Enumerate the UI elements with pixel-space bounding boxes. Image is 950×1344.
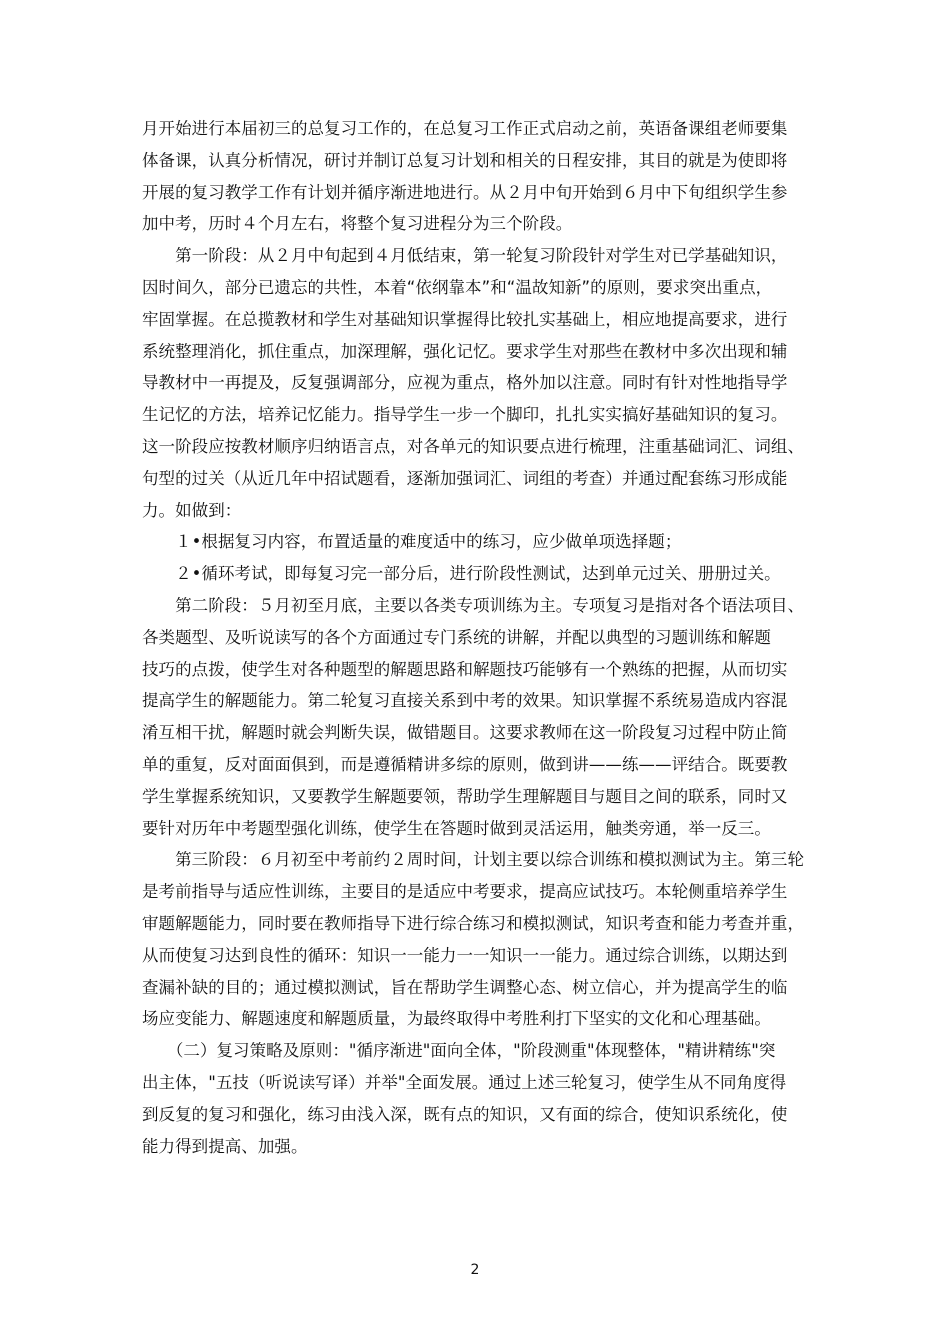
text-line: 开展的复习教学工作有计划并循序渐进地进行。从２月中旬开始到６月中下旬组织学生参 bbox=[142, 183, 788, 202]
text-line: 审题解题能力，同时要在教师指导下进行综合练习和模拟测试，知识考查和能力考查并重， bbox=[142, 914, 804, 933]
text-line: 第一阶段：从２月中旬起到４月低结束，第一轮复习阶段针对学生对已学基础知识， bbox=[142, 246, 788, 265]
text-line: 各类题型、及听说读写的各个方面通过专门系统的讲解，并配以典型的习题训练和解题 bbox=[142, 628, 771, 647]
text-line: 技巧的点拨，使学生对各种题型的解题思路和解题技巧能够有一个熟练的把握，从而切实 bbox=[142, 660, 788, 679]
text-line: 加中考，历时４个月左右，将整个复习进程分为三个阶段。 bbox=[142, 214, 573, 233]
text-line: （二）复习策略及原则："循序渐进"面向全体，"阶段测重"体现整体，"精讲精练"突 bbox=[142, 1041, 776, 1060]
text-line: 淆互相干扰，解题时就会判断失误，做错题目。这要求教师在这一阶段复习过程中防止简 bbox=[142, 723, 788, 742]
text-line: 生记忆的方法，培养记忆能力。指导学生一步一个脚印，扎扎实实搞好基础知识的复习。 bbox=[142, 405, 788, 424]
text-line: ２•循环考试，即每复习完一部分后，进行阶段性测试，达到单元过关、册册过关。 bbox=[142, 564, 781, 583]
text-line: 场应变能力、解题速度和解题质量，为最终取得中考胜利打下坚实的文化和心理基础。 bbox=[142, 1009, 771, 1028]
text-line: 单的重复，反对面面俱到，而是遵循精讲多综的原则，做到讲——练——评结合。既要教 bbox=[142, 755, 788, 774]
text-line: 第三阶段：６月初至中考前约２周时间，计划主要以综合训练和模拟测试为主。第三轮 bbox=[142, 850, 804, 869]
text-line: 提高学生的解题能力。第二轮复习直接关系到中考的效果。知识掌握不系统易造成内容混 bbox=[142, 691, 788, 710]
text-line: 导教材中一再提及，反复强调部分，应视为重点，格外加以注意。同时有针对性地指导学 bbox=[142, 373, 788, 392]
text-line: 查漏补缺的目的；通过模拟测试，旨在帮助学生调整心态、树立信心，并为提高学生的临 bbox=[142, 978, 788, 997]
text-line: 句型的过关（从近几年中招试题看，逐渐加强词汇、词组的考查）并通过配套练习形成能 bbox=[142, 469, 788, 488]
text-line: 从而使复习达到良性的循环：知识一一能力一一知识一一能力。通过综合训练，以期达到 bbox=[142, 946, 788, 965]
text-line: 体备课，认真分析情况，研讨并制订总复习计划和相关的日程安排，其目的就是为使即将 bbox=[142, 151, 788, 170]
text-line: １•根据复习内容，布置适量的难度适中的练习，应少做单项选择题； bbox=[142, 532, 682, 551]
page-number: 2 bbox=[470, 1262, 480, 1278]
text-line: 月开始进行本届初三的总复习工作的，在总复习工作正式启动之前，英语备课组老师要集 bbox=[142, 119, 788, 138]
text-line: 是考前指导与适应性训练，主要目的是适应中考要求，提高应试技巧。本轮侧重培养学生 bbox=[142, 882, 788, 901]
text-line: 学生掌握系统知识，又要教学生解题要领，帮助学生理解题目与题目之间的联系，同时又 bbox=[142, 787, 788, 806]
text-line: 因时间久，部分已遗忘的共性，本着“依纲靠本”和“温故知新”的原则，要求突出重点， bbox=[142, 278, 773, 297]
text-line: 到反复的复习和强化，练习由浅入深，既有点的知识，又有面的综合，使知识系统化，使 bbox=[142, 1105, 788, 1124]
text-line: 第二阶段：５月初至月底，主要以各类专项训练为主。专项复习是指对各个语法项目、 bbox=[142, 596, 804, 615]
text-line: 出主体，"五技（听说读写译）并举"全面发展。通过上述三轮复习，使学生从不同角度得 bbox=[142, 1073, 787, 1092]
text-line: 牢固掌握。在总揽教材和学生对基础知识掌握得比较扎实基础上，相应地提高要求，进行 bbox=[142, 310, 788, 329]
text-line: 要针对历年中考题型强化训练，使学生在答题时做到灵活运用，触类旁通，举一反三。 bbox=[142, 819, 771, 838]
text-line: 能力得到提高、加强。 bbox=[142, 1137, 308, 1156]
text-line: 这一阶段应按教材顺序归纳语言点，对各单元的知识要点进行梳理，注重基础词汇、词组、 bbox=[142, 437, 804, 456]
text-line: 系统整理消化，抓住重点，加深理解，强化记忆。要求学生对那些在教材中多次出现和辅 bbox=[142, 342, 788, 361]
text-line: 力。如做到： bbox=[142, 501, 242, 520]
